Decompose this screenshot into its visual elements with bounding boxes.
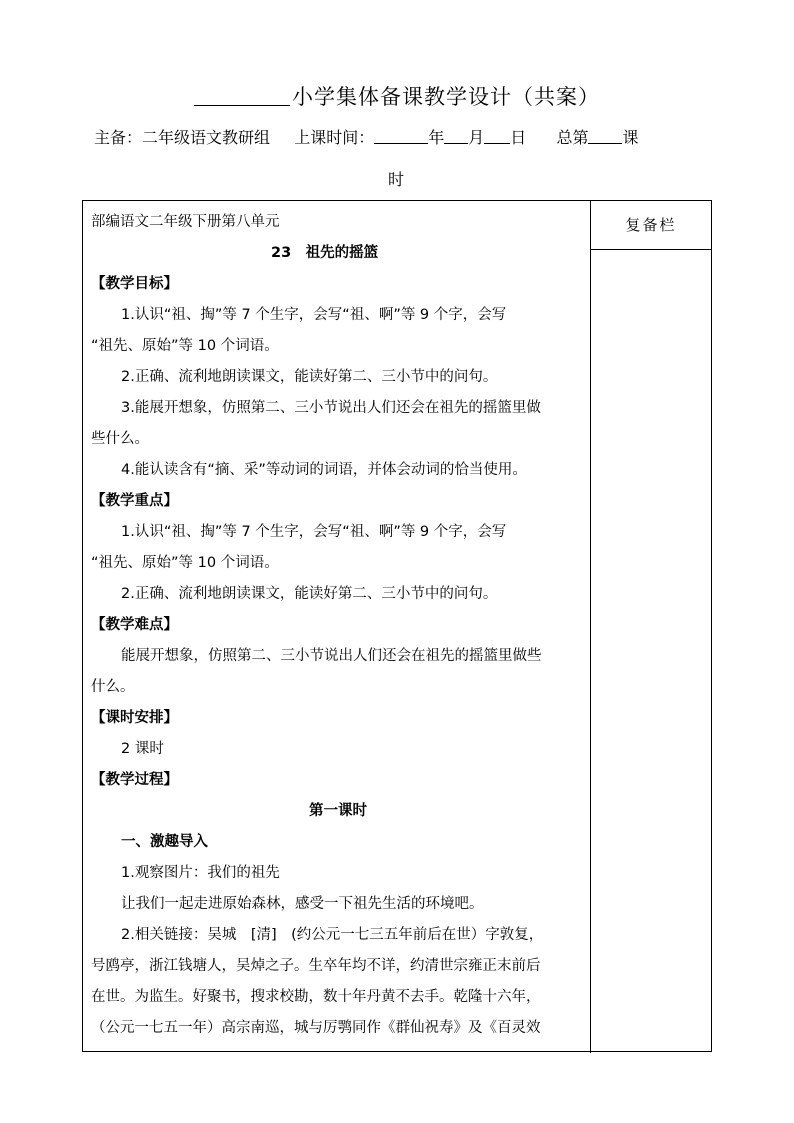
related-link-line-3: 在世。为监生。好聚书，搜求校勘，数十年丹黄不去手。乾隆十六年， (91, 989, 541, 1005)
key-points-heading: 【教学重点】 (91, 493, 178, 509)
day-label: 日 (510, 128, 527, 147)
objective-1-line-2: “祖先、原始”等 10 个词语。 (91, 338, 279, 354)
month-label: 月 (468, 128, 485, 147)
month-blank (444, 126, 468, 144)
objective-3-line-1: 3.能展开想象，仿照第二、三小节说出人们还会在祖先的摇篮里做 (121, 400, 541, 416)
preparer-label: 主备： (94, 128, 143, 147)
schedule-heading: 【课时安排】 (91, 710, 178, 726)
difficulty-line-2: 什么。 (91, 679, 135, 695)
step-1-item-1: 1.观察图片：我们的祖先 (121, 865, 280, 881)
related-link-line-1: 2.相关链接：吴城 [清] (约公元一七三五年前后在世）字敦复， (121, 927, 544, 943)
difficulty-heading: 【教学难点】 (91, 617, 178, 633)
objective-1-line-1: 1.认识“祖、掏”等 7 个生字，会写“祖、啊”等 9 个字，会写 (121, 307, 507, 323)
difficulty-line-1: 能展开想象，仿照第二、三小节说出人们还会在祖先的摇篮里做些 (121, 648, 542, 664)
day-blank (484, 126, 510, 144)
objective-2: 2.正确、流利地朗读课文，能读好第二、三小节中的问句。 (121, 369, 498, 385)
key-point-2: 2.正确、流利地朗读课文，能读好第二、三小节中的问句。 (121, 586, 498, 602)
key-point-1-line-1: 1.认识“祖、掏”等 7 个生字，会写“祖、啊”等 9 个字，会写 (121, 524, 507, 540)
related-link-line-2: 号鸥亭，浙江钱塘人，吴焯之子。生卒年均不详，约清世宗雍正末前后 (91, 958, 541, 974)
column-divider (590, 201, 591, 1053)
preparer-value: 二年级语文教研组 (142, 128, 271, 147)
step-1-heading: 一、激趣导入 (121, 834, 208, 850)
period-label: 课 (622, 128, 639, 147)
total-label: 总第 (556, 128, 589, 147)
first-period-heading: 第一课时 (309, 803, 367, 819)
lesson-plan-table (82, 200, 712, 1052)
objectives-heading: 【教学目标】 (91, 276, 178, 292)
class-time-label: 上课时间： (294, 128, 375, 147)
total-blank (588, 126, 622, 144)
review-column-header: 复备栏 (591, 201, 711, 250)
step-1-item-1-text: 让我们一起走进原始森林，感受一下祖先生活的环境吧。 (121, 896, 484, 912)
lesson-content (91, 207, 585, 1044)
objective-4: 4.能认读含有“摘、采”等动词的词语，并体会动词的恰当使用。 (121, 462, 527, 478)
school-name-blank (194, 83, 290, 106)
period-label-wrap: 时 (388, 170, 405, 189)
related-link-line-4: （公元一七五一年）高宗南巡，城与厉鹗同作《群仙祝寿》及《百灵效 (91, 1020, 541, 1036)
key-point-1-line-2: “祖先、原始”等 10 个词语。 (91, 555, 279, 571)
year-label: 年 (428, 128, 445, 147)
lesson-title: 23 祖先的摇篮 (271, 245, 379, 261)
schedule-value: 2 课时 (121, 741, 164, 757)
process-heading: 【教学过程】 (91, 772, 178, 788)
page-title (0, 82, 794, 112)
title-text: 小学集体备课教学设计（共案） (292, 85, 600, 109)
objective-3-line-2: 些什么。 (91, 431, 149, 447)
unit-line: 部编语文二年级下册第八单元 (91, 214, 280, 230)
year-blank (374, 126, 428, 144)
header-info-line (94, 126, 714, 150)
